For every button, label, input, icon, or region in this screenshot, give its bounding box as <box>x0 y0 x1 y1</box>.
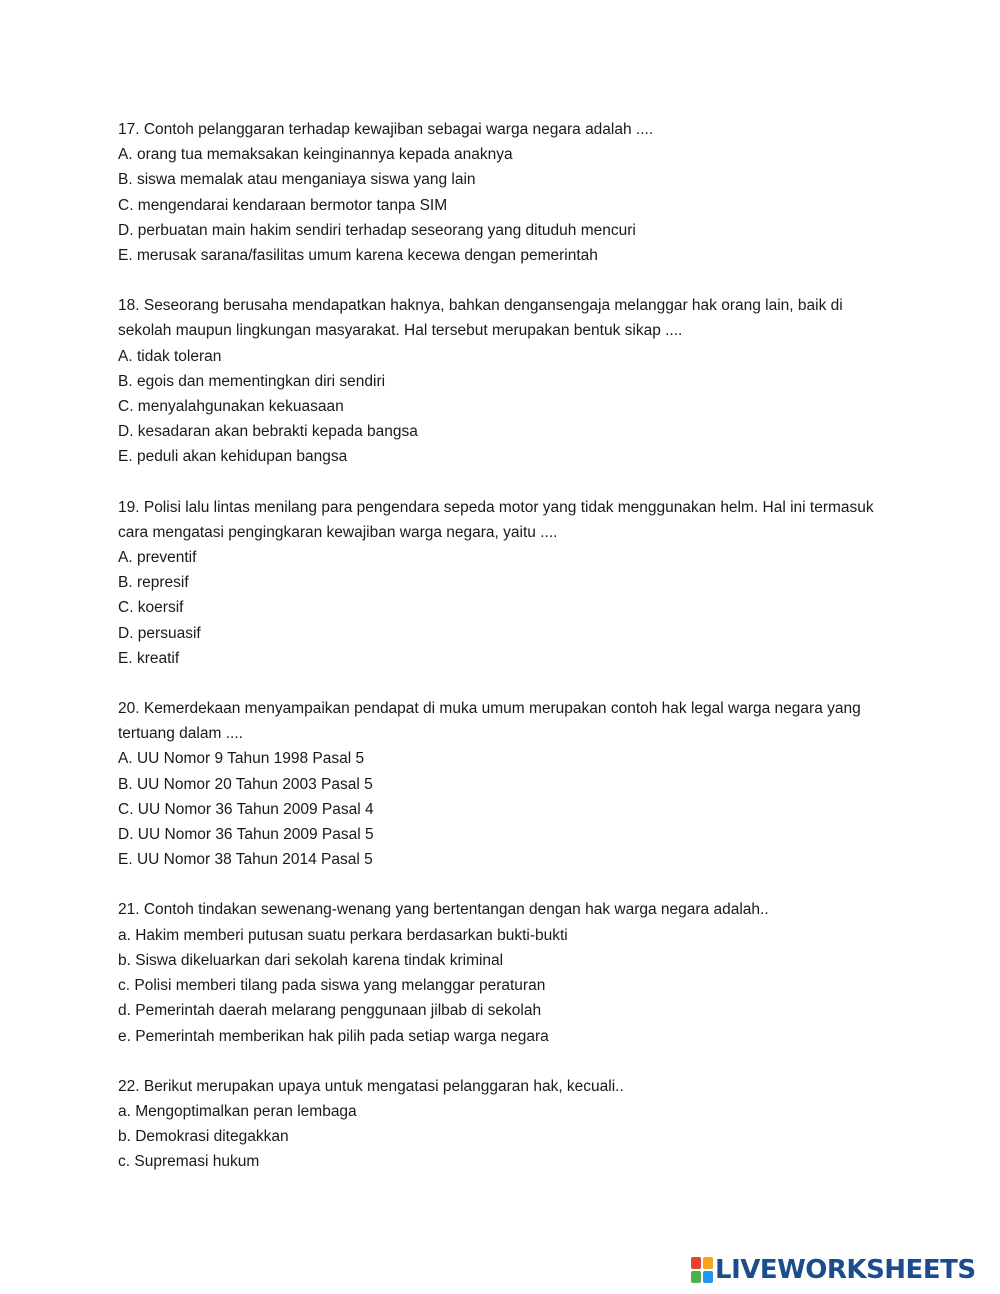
logo-wordmark: LIVEWORKSHEETS <box>715 1255 976 1285</box>
question-stem: 21. Contoh tindakan sewenang-wenang yang bertentangan dengan hak warga negara adalah.. <box>118 901 769 919</box>
question-19 <box>118 495 888 671</box>
answer-option: A. tidak toleran <box>118 347 222 365</box>
answer-option: D. perbuatan main hakim sendiri terhadap seseorang yang dituduh mencuri <box>118 221 636 239</box>
question-18 <box>118 293 888 469</box>
answer-option: A. preventif <box>118 549 197 567</box>
answer-option: b. Demokrasi ditegakkan <box>118 1128 289 1146</box>
answer-option: a. Mengoptimalkan peran lembaga <box>118 1102 357 1120</box>
answer-option: C. mengendarai kendaraan bermotor tanpa SIM <box>118 196 448 214</box>
answer-option: E. peduli akan kehidupan bangsa <box>118 448 348 466</box>
answer-option: d. Pemerintah daerah melarang penggunaan jilbab di sekolah <box>118 1002 542 1020</box>
logo-tile <box>691 1257 701 1269</box>
logo-tile <box>691 1271 701 1283</box>
liveworksheets-logo <box>691 1254 976 1286</box>
answer-option: E. merusak sarana/fasilitas umum karena kecewa dengan pemerintah <box>118 247 598 265</box>
answer-option: A. UU Nomor 9 Tahun 1998 Pasal 5 <box>118 750 365 768</box>
question-stem: 22. Berikut merupakan upaya untuk mengatasi pelanggaran hak, kecuali.. <box>118 1077 624 1095</box>
answer-option: C. UU Nomor 36 Tahun 2009 Pasal 4 <box>118 800 374 818</box>
answer-option: e. Pemerintah memberikan hak pilih pada setiap warga negara <box>118 1027 549 1045</box>
answer-option: E. UU Nomor 38 Tahun 2014 Pasal 5 <box>118 851 373 869</box>
worksheet-content <box>118 117 888 1200</box>
question-stem: 18. Seseorang berusaha mendapatkan haknya, bahkan dengansengaja melanggar hak orang lain, baik di sekolah maupun lingkungan masyarakat. Hal tersebut merupakan bentuk sikap .... <box>118 297 843 340</box>
question-stem: 17. Contoh pelanggaran terhadap kewajiban sebagai warga negara adalah .... <box>118 121 654 138</box>
answer-option: E. kreatif <box>118 649 180 667</box>
answer-option: A. orang tua memaksakan keinginannya kepada anaknya <box>118 146 513 164</box>
question-stem: 20. Kemerdekaan menyampaikan pendapat di muka umum merupakan contoh hak legal warga negara yang tertuang dalam .... <box>118 700 861 743</box>
answer-option: c. Polisi memberi tilang pada siswa yang melanggar peraturan <box>118 977 546 995</box>
answer-option: B. siswa memalak atau menganiaya siswa yang lain <box>118 171 476 189</box>
answer-option: D. persuasif <box>118 624 201 642</box>
question-22 <box>118 1074 888 1175</box>
question-stem: 19. Polisi lalu lintas menilang para pengendara sepeda motor yang tidak menggunakan helm. Hal ini termasuk cara mengatasi pengingkaran kewajiban warga negara, yaitu .... <box>118 498 874 541</box>
question-20 <box>118 696 888 872</box>
answer-option: B. egois dan mementingkan diri sendiri <box>118 372 386 390</box>
answer-option: D. UU Nomor 36 Tahun 2009 Pasal 5 <box>118 826 374 844</box>
logo-tile <box>703 1271 713 1283</box>
answer-option: b. Siswa dikeluarkan dari sekolah karena tindak kriminal <box>118 951 504 969</box>
answer-option: C. menyalahgunakan kekuasaan <box>118 398 344 416</box>
liveworksheets-logo-icon <box>691 1257 713 1283</box>
answer-option: B. UU Nomor 20 Tahun 2003 Pasal 5 <box>118 775 373 793</box>
answer-option: a. Hakim memberi putusan suatu perkara berdasarkan bukti-bukti <box>118 926 568 944</box>
answer-option: B. represif <box>118 574 189 592</box>
logo-tile <box>703 1257 713 1269</box>
answer-option: D. kesadaran akan bebrakti kepada bangsa <box>118 423 418 441</box>
answer-option: C. koersif <box>118 599 184 617</box>
answer-option: c. Supremasi hukum <box>118 1153 260 1171</box>
question-17 <box>118 117 888 268</box>
question-21 <box>118 897 888 1048</box>
